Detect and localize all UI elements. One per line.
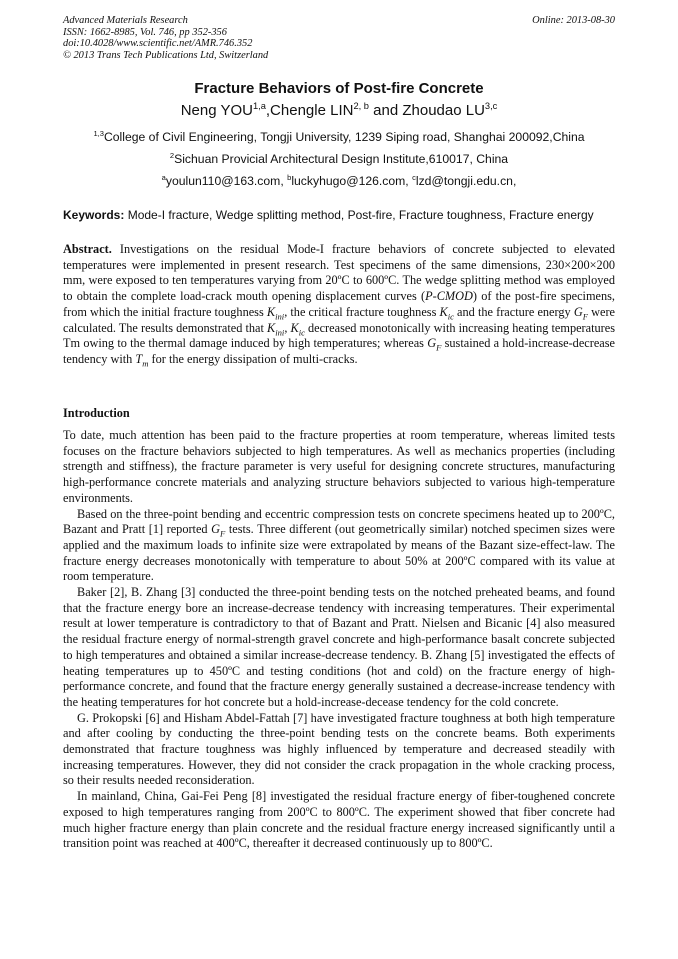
author-conjunction: and [368,102,403,119]
body-symbol: G [211,522,221,537]
email-superscript: c [412,172,416,182]
abstract-symbol: K [267,320,276,335]
abstract-subscript: ini [275,326,285,337]
abstract-subscript: ic [447,311,454,322]
abstract-text: for the energy dissipation of multi-cracks. [148,351,358,366]
abstract-text: decreased monotonically with increasing heating temperatures Tm owing to the thermal damage induced by high temperatures; whereas [63,320,616,351]
affiliation-superscript: 1,3 [93,128,104,138]
abstract-subscript: ini [275,311,285,322]
affiliation-2 [0,152,678,166]
abstract-subscript: F [582,311,588,322]
body-paragraph [63,507,615,586]
abstract-text: , the critical fracture toughness [284,304,440,319]
abstract-text: and the fracture energy [453,304,574,319]
abstract-text: sustained a hold-increase-decrease tendency with [63,336,615,366]
affiliation-text: Sichuan Provicial Architectural Design Institute,610017, China [174,152,509,166]
copyright-line: © 2013 Trans Tech Publications Ltd, Switzerland [63,49,269,61]
abstract-subscript: F [436,342,442,353]
author-name: Neng YOU [180,102,253,119]
body-text: tests. Three different (out geometrically similar) notched specimen sizes were applied and the maximum loads to infinite size were extrapolated by means of the Bazant size-effect-law. The fracture energy decreases monotonically with temperature to about 50% at 200ºC compared with its value at room temperature. [63,522,615,584]
author-superscript: 2, b [353,101,369,111]
abstract-term: P-CMOD [425,289,473,304]
abstract-label: Abstract. [63,242,112,256]
email-superscript: a [161,172,166,182]
abstract-symbol: G [573,304,583,319]
introduction-body [63,428,615,852]
abstract-text: were calculated. The results demonstrated that [63,304,616,335]
author-superscript: 3,c [484,101,498,111]
doi-line: doi:10.4028/www.scientific.net/AMR.746.352 [63,38,253,50]
abstract-block [63,242,615,368]
abstract-text: Investigations on the residual Mode-I fracture behaviors of concrete subjected to elevated temperatures were implemented in present research. Test specimens of the same dimensions, 230×200×200 mm, were exposed to ten temperatures varying from 20ºC to 600ºC. The wedge splitting method was employed to obtain the complete load-crack mouth opening displacement curves ( [63,242,615,304]
body-paragraph: G. Prokopski [6] and Hisham Abdel-Fattah [7] have investigated fracture toughness at both high temperature and after cooling by conducting the three-point bending tests on the concrete beams. Both experiments demonstrated that fracture toughness was highly influenced by temperature and decreased steadily with increasing temperatures. However, they did not consider the crack propagation in the whole cracking process, so their results needed reconsideration. [63,710,615,788]
body-subscript: F [220,528,226,539]
abstract-subscript: ic [298,326,305,337]
abstract-subscript: m [142,358,149,369]
affiliation-1 [0,130,678,144]
abstract-paragraph [63,242,615,368]
email-link[interactable]: lzd@tongji.edu.cn, [415,174,517,188]
email-line [0,174,678,188]
body-paragraph: Baker [2], B. Zhang [3] conducted the three-point bending tests on the notched preheated beams, and found that the fracture energy bore an increase-decrease tendency with increasing temperatures. Their experimental result at lower temperature is contradictory to that of Bazant and Pratt. Nielsen and Bicanic [4] also measured the residual fracture energy of normal-strength gravel concrete and high-performance basalt concrete subjected to high temperatures and obtained a similar increase-decrease tendency. B. Zhang [5] investigated the effects of heating temperatures up to 450ºC and testing conditions (hot and cold) on the fracture energy of high-performance concrete, and found that the fracture energy generally sustained a decrease-increase tendency with the heating temperatures for hot concrete but a hold-increase-decease tendency for the cold concrete. [63,585,615,709]
abstract-symbol: K [266,304,276,319]
journal-name: Advanced Materials Research [63,15,188,26]
section-heading: Introduction [63,406,130,420]
body-paragraph: In mainland, China, Gai-Fei Peng [8] investigated the residual fracture energy of fiber-toughened concrete exposed to high temperatures ranging from 200ºC to 800ºC. The experiment showed that fiber concrete had much higher fracture energy than plain concrete and the residual fracture energy increased significantly until a transition point was reached at 400ºC, thereafter it decreased continuously up to 800ºC. [63,789,615,851]
keywords-text: Mode-I fracture, Wedge splitting method, Post-fire, Fracture toughness, Fracture energy [124,208,594,222]
author-superscript: 1,a [252,101,266,111]
journal-header [63,15,615,61]
affiliation-superscript: 2 [169,150,175,160]
author-name: Zhoudao LU [402,102,485,119]
keywords-line [63,208,615,222]
email-superscript: b [287,172,292,182]
email-link[interactable]: youlun110@163.com, [165,174,288,188]
abstract-symbol: T [135,351,143,366]
abstract-text: , [284,320,291,335]
author-line [0,102,678,119]
email-link[interactable]: luckyhugo@126.com, [291,174,413,188]
paper-title: Fracture Behaviors of Post-fire Concrete [194,80,484,97]
body-paragraph: To date, much attention has been paid to the fracture properties at room temperature, whereas limited tests focuses on the fracture behaviors subjected to high temperatures. As well as mechanics properties (including strength and stiffness), the fracture parameter is very useful for designing concrete structures, manufacturing high-performance concrete materials and analyzing structure behaviors subjected to various high-temperature environments. [63,428,615,505]
online-date: Online: 2013-08-30 [532,15,615,26]
abstract-symbol: G [427,336,437,351]
body-text: Based on the three-point bending and eccentric compression tests on concrete specimens heated up to 200ºC, Bazant and Pratt [1] reported [63,506,615,537]
keywords-label: Keywords: [63,208,125,222]
author-name: ,Chengle LIN [265,102,354,119]
abstract-text: ) of the post-fire specimens, from which the initial fracture toughness [63,289,615,319]
abstract-symbol: K [290,320,299,335]
abstract-symbol: K [439,304,448,319]
issn-line: ISSN: 1662-8985, Vol. 746, pp 352-356 [63,26,227,38]
affiliation-text: College of Civil Engineering, Tongji University, 1239 Siping road, Shanghai 200092,China [103,130,585,144]
